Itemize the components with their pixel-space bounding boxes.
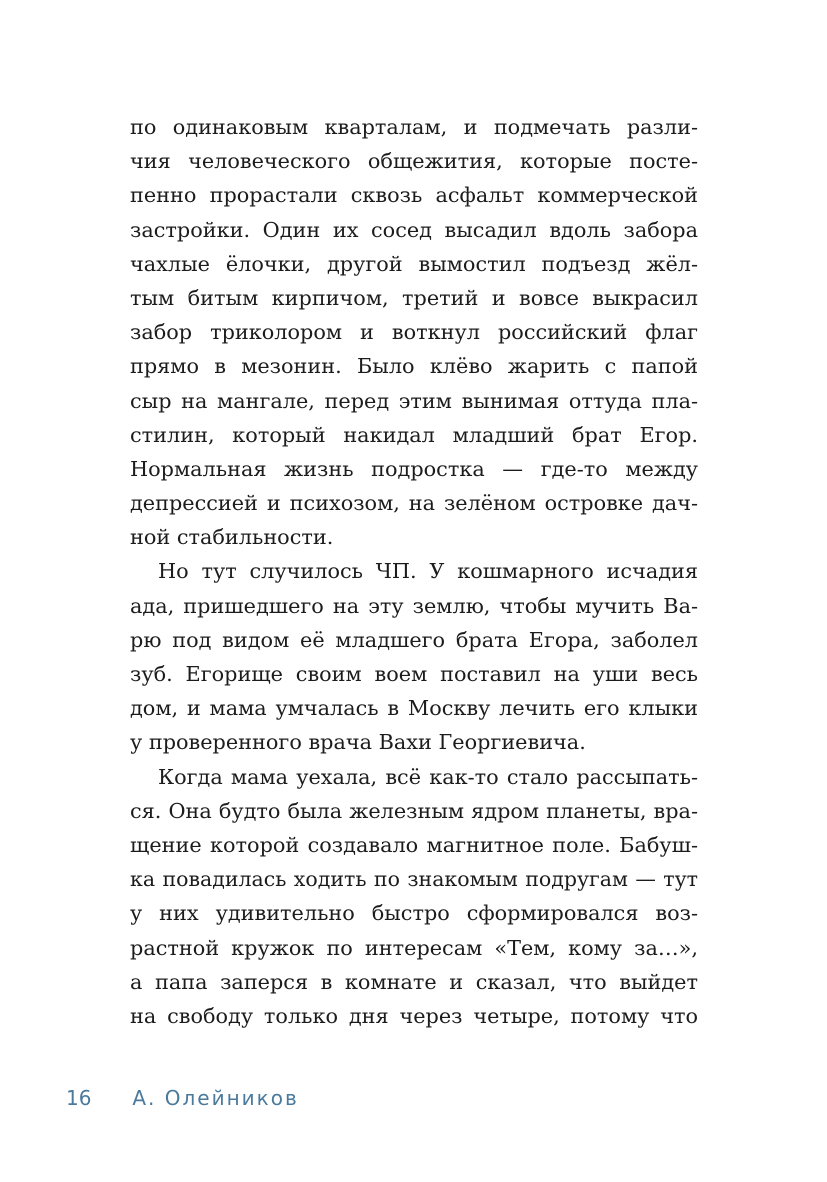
running-footer-author: А. Олейников xyxy=(132,1086,299,1110)
text-line: пенно прорастали сквозь асфальт коммерческой xyxy=(130,183,698,208)
paragraph-end-line: ной стабильности. xyxy=(130,525,334,550)
paragraph-end-line: у проверенного врача Вахи Георгиевича. xyxy=(130,730,586,755)
text-line: рю под видом её младшего брата Егора, заболел xyxy=(130,627,698,652)
text-line: на свободу только дня через четыре, потому что xyxy=(130,1003,698,1028)
text-line: ся. Она будто была железным ядром планеты, вра- xyxy=(130,798,698,823)
text-line: у них удивительно быстро сформировался воз- xyxy=(130,901,698,926)
body-text xyxy=(130,110,698,1033)
text-line: растной кружок по интересам «Тем, кому за…», xyxy=(130,935,698,960)
text-line: забор триколором и воткнул российский флаг xyxy=(130,320,698,345)
text-line: ада, пришедшего на эту землю, чтобы мучить Ва- xyxy=(130,593,698,618)
text-line: Нормальная жизнь подростка — где-то между xyxy=(130,456,698,481)
text-line: депрессией и психозом, на зелёном островке дач- xyxy=(130,491,698,516)
paragraph-start-line: Но тут случилось ЧП. У кошмарного исчадия xyxy=(158,559,698,584)
text-line: зуб. Егорище своим воем поставил на уши весь xyxy=(130,662,698,686)
text-line: чахлые ёлочки, другой вымостил подъезд жёл- xyxy=(130,251,698,276)
text-line: щение которой создавало магнитное поле. Бабуш- xyxy=(130,832,698,857)
page-number: 16 xyxy=(66,1086,92,1110)
page-footer xyxy=(66,1084,299,1112)
text-line: сыр на мангале, перед этим вынимая оттуда пла- xyxy=(130,388,698,413)
paragraph-start-line: Когда мама уехала, всё как-то стало рассыпать- xyxy=(158,764,698,789)
text-line: стилин, который накидал младший брат Егор. xyxy=(130,422,698,447)
text-line: прямо в мезонин. Было клёво жарить с папой xyxy=(130,354,698,379)
text-line: застройки. Один их сосед высадил вдоль забора xyxy=(130,217,698,242)
text-line: по одинаковым кварталам, и подмечать разли- xyxy=(130,115,698,139)
text-line: тым битым кирпичом, третий и вовсе выкрасил xyxy=(130,285,698,310)
text-line: а папа заперся в комнате и сказал, что выйдет xyxy=(130,969,698,994)
text-line: чия человеческого общежития, которые посте- xyxy=(130,149,698,174)
text-line: дом, и мама умчалась в Москву лечить его клыки xyxy=(130,696,698,721)
text-line: ка повадилась ходить по знакомым подругам — тут xyxy=(130,867,698,892)
